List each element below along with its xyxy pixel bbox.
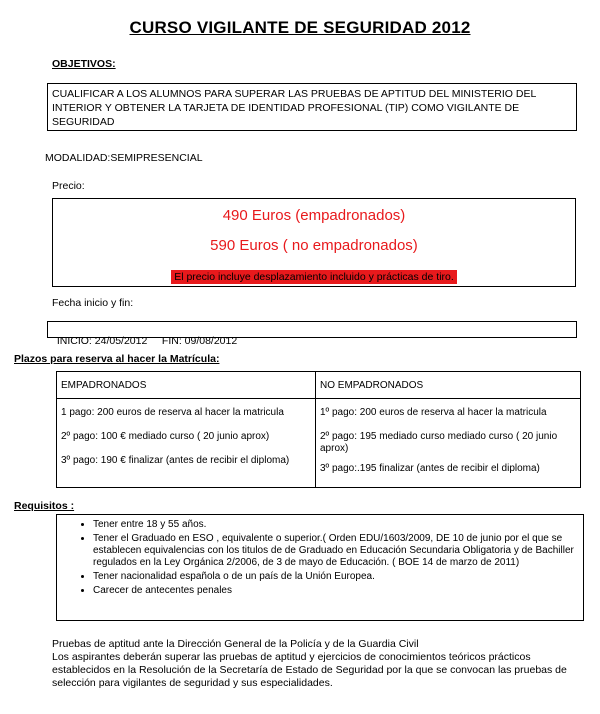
table-row bbox=[57, 399, 581, 488]
objetivos-heading: OBJETIVOS: bbox=[52, 58, 116, 70]
list-item: 1 pago: 200 euros de reserva al hacer la matricula bbox=[61, 407, 284, 418]
precio-note: El precio incluye desplazamiento incluido y prácticas de tiro. bbox=[171, 270, 457, 284]
list-item: 2º pago: 100 € mediado curso ( 20 junio aprox) bbox=[61, 431, 270, 442]
empadronados-header: EMPADRONADOS bbox=[57, 372, 316, 399]
list-item: 2º pago: 195 mediado curso mediado curso ( 20 junio aprox) bbox=[320, 431, 558, 454]
no-empadronados-cell bbox=[316, 399, 581, 488]
table-row bbox=[57, 372, 581, 399]
requisitos-heading: Requisitos : bbox=[14, 500, 75, 512]
list-item: • Carecer de antecentes penales bbox=[93, 585, 577, 597]
fecha-value: INICIO: 24/05/2012 FIN: 09/08/2012 bbox=[56, 335, 238, 347]
page-title: CURSO VIGILANTE DE SEGURIDAD 2012 bbox=[129, 18, 471, 37]
list-item: • Tener el Graduado en ESO , equivalente o superior.( Orden EDU/1603/2009, DE 10 de junio por el que se establecen equivalencias con los titulos de de Graduado en Educación Secundaria Obligatoria y de Bachiller regulados en la Ley Orgánica 2/2006, de 3 de mayo de Educación. ( BOE 14 de marzo de 2011) bbox=[93, 533, 577, 569]
pruebas-text: Los aspirantes deberán superar las pruebas de aptitud y ejercicios de conocimientos teóricos prácticos establecidos en la Resolución de la Secretaría de Estado de Seguridad por la que se convocan las pruebas de selección para vigilantes de seguridad y sus especialidades. bbox=[52, 651, 567, 689]
precio-label: Precio: bbox=[52, 180, 85, 192]
fecha-label: Fecha inicio y fin: bbox=[52, 297, 134, 309]
empadronados-cell bbox=[57, 399, 316, 488]
requisitos-box bbox=[56, 514, 584, 621]
plazos-heading: Plazos para reserva al hacer la Matrícula: bbox=[14, 353, 220, 365]
precio-no-empadronados: 590 Euros ( no empadronados) bbox=[210, 237, 418, 254]
fecha-box bbox=[47, 321, 577, 347]
objetivos-text: CUALIFICAR A LOS ALUMNOS PARA SUPERAR LAS PRUEBAS DE APTITUD DEL MINISTERIO DEL INTERIOR Y OBTENER LA TARJETA DE IDENTIDAD PROFESIONAL (TIP) COMO VIGILANTE DE SEGURIDAD bbox=[52, 88, 536, 128]
modalidad-text: MODALIDAD:SEMIPRESENCIAL bbox=[45, 152, 203, 164]
list-item: 1º pago: 200 euros de reserva al hacer la matricula bbox=[320, 407, 547, 418]
precio-box bbox=[52, 198, 576, 287]
list-item: • Tener nacionalidad española o de un país de la Unión Europea. bbox=[93, 571, 577, 583]
plazos-table bbox=[56, 371, 581, 488]
objetivos-box bbox=[47, 83, 577, 131]
no-empadronados-header: NO EMPADRONADOS bbox=[316, 372, 581, 399]
requisitos-list bbox=[57, 519, 577, 597]
list-item: • Tener entre 18 y 55 años. bbox=[93, 519, 577, 531]
pruebas-heading: Pruebas de aptitud ante la Dirección General de la Policía y de la Guardia Civil bbox=[52, 638, 419, 650]
precio-empadronados: 490 Euros (empadronados) bbox=[222, 207, 406, 224]
list-item: 3º pago:.195 finalizar (antes de recibir el diploma) bbox=[320, 463, 540, 474]
list-item: 3º pago: 190 € finalizar (antes de recibir el diploma) bbox=[61, 455, 290, 466]
